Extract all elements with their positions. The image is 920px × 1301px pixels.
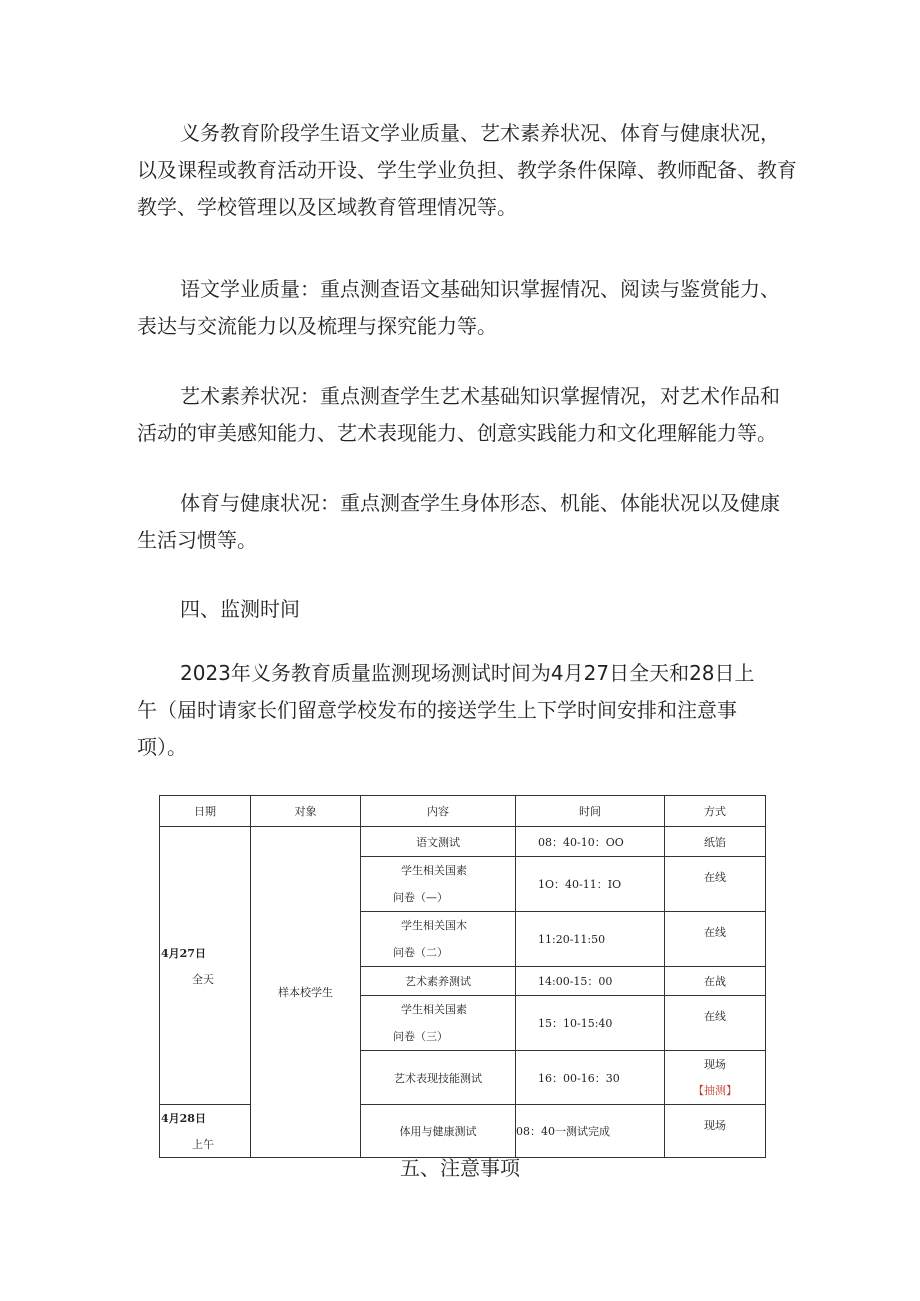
content-line: 学生相关国素 <box>401 1003 467 1016</box>
text-line: 义务教育阶段学生语文学业质量、艺术素养状况、体育与健康状况， <box>180 121 780 145</box>
text-line: 教学、学校管理以及区域教育管理情况等。 <box>137 195 517 219</box>
method-text: 现场 <box>704 1057 726 1071</box>
content-cell: 艺术表现技能测试 <box>361 1051 516 1105</box>
content-cell <box>361 996 516 1051</box>
content-line: 问卷（—） <box>393 891 448 904</box>
text-line: 语文学业质量：重点测查语文基础知识掌握情况、阅读与鉴赏能力、 <box>180 277 780 301</box>
header-date: 日期 <box>160 796 251 827</box>
text-line: 项）。 <box>137 735 187 759</box>
content-line: 问卷（三） <box>393 1030 448 1043</box>
content-line: 学生相关国木 <box>401 919 467 932</box>
section-heading-notes: 五、注意事项 <box>400 1156 520 1180</box>
header-subject: 对象 <box>251 796 361 827</box>
paragraph-test-time <box>137 655 797 766</box>
method-cell: 在线 <box>665 996 766 1051</box>
method-cell: 在线 <box>665 912 766 967</box>
header-content: 内容 <box>361 796 516 827</box>
time-cell: 14:00-15：00 <box>516 967 665 996</box>
text-line: 艺术素养状况：重点测查学生艺术基础知识掌握情况，对艺术作品和 <box>180 384 780 408</box>
method-cell: 在战 <box>665 967 766 996</box>
date-text: 4月28日 <box>161 1112 206 1125</box>
date-period: 全天 <box>192 972 214 986</box>
text-line: 生活习惯等。 <box>137 528 257 552</box>
content-cell <box>361 857 516 912</box>
time-cell: 08：40一测试完成 <box>516 1105 665 1158</box>
method-cell: 纸馅 <box>665 827 766 857</box>
paragraph-scope <box>137 115 797 226</box>
paragraph-art-literacy <box>137 378 797 452</box>
text-line: 以及课程或教育活动开设、学生学业负担、教学条件保障、教师配备、教育 <box>137 158 797 182</box>
date-period: 上午 <box>192 1138 214 1151</box>
table-header-row <box>160 796 766 827</box>
time-cell: 08：40-10：OO <box>516 827 665 857</box>
time-cell: 15：10-15:40 <box>516 996 665 1051</box>
header-method: 方式 <box>665 796 766 827</box>
table-row <box>160 1105 766 1158</box>
text-line: 表达与交流能力以及梳理与探究能力等。 <box>137 314 497 338</box>
content-line: 学生相关国素 <box>401 864 467 877</box>
content-cell: 艺术素养测试 <box>361 967 516 996</box>
text-line: 体育与健康状况：重点测查学生身体形态、机能、体能状况以及健康 <box>180 491 780 515</box>
content-cell <box>361 912 516 967</box>
method-cell: 现场 <box>665 1105 766 1158</box>
section-heading-monitoring-time: 四、监测时间 <box>180 597 300 621</box>
content-cell: 体用与健康测试 <box>361 1105 516 1158</box>
sampling-note: 【抽测】 <box>693 1083 737 1097</box>
schedule-table <box>159 795 766 1158</box>
paragraph-health <box>137 485 797 559</box>
time-cell: 16：00-16：30 <box>516 1051 665 1105</box>
method-cell <box>665 1051 766 1105</box>
method-cell: 在线 <box>665 857 766 912</box>
header-time: 时间 <box>516 796 665 827</box>
paragraph-chinese-quality <box>137 271 797 345</box>
text-line: 午（届时请家长们留意学校发布的接送学生上下学时间安排和注意事 <box>137 698 737 722</box>
table-row <box>160 827 766 857</box>
date-text: 4月27日 <box>161 946 206 960</box>
date-cell <box>160 827 251 1105</box>
time-cell: 11:20-11:50 <box>516 912 665 967</box>
content-line: 问卷（二） <box>393 946 448 959</box>
date-cell <box>160 1105 251 1158</box>
text-line: 活动的审美感知能力、艺术表现能力、创意实践能力和文化理解能力等。 <box>137 421 777 445</box>
time-cell: 1O：40-11：IO <box>516 857 665 912</box>
content-cell: 语文测试 <box>361 827 516 857</box>
subject-cell: 样本校学生 <box>251 827 361 1158</box>
text-line: 2023年义务教育质量监测现场测试时间为4月27日全天和28日上 <box>180 661 755 685</box>
